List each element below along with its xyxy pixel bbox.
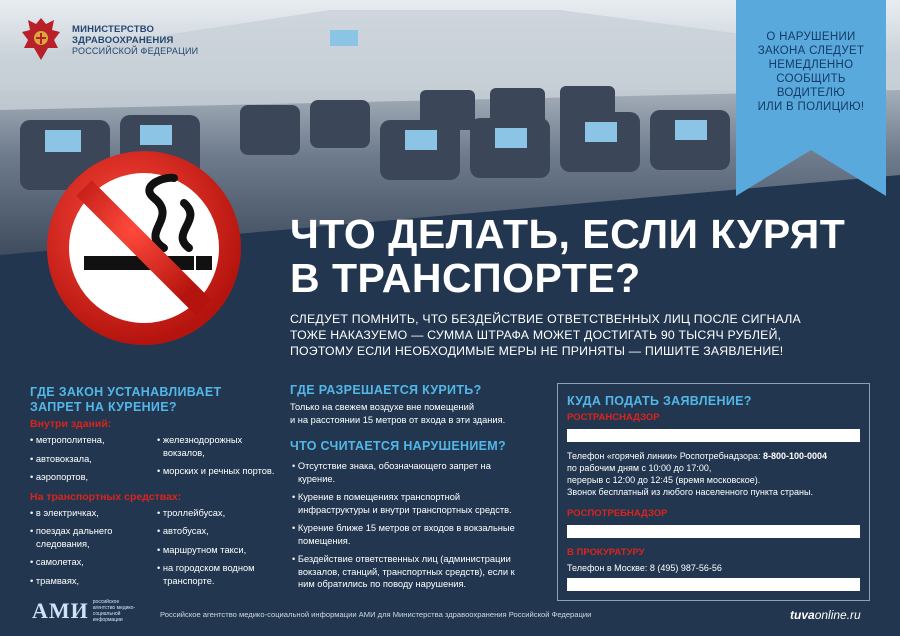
footer-credit: Российское агентство медико-социальной информации АМИ для Министерства здравоохранения Российской Федерации bbox=[160, 610, 592, 619]
list-item: • в электричках, bbox=[30, 507, 145, 520]
list-item: • Бездействие ответственных лиц (администрации вокзалов, станций, транспортных средств), если к ним обратились по поводу нарушения. bbox=[290, 553, 530, 591]
complaint-title: КУДА ПОДАТЬ ЗАЯВЛЕНИЕ? bbox=[567, 394, 752, 408]
violations-list bbox=[290, 460, 530, 591]
transport-list-left bbox=[30, 507, 145, 594]
eagle-emblem-icon bbox=[18, 14, 64, 66]
section-title: ЗАПРЕТ НА КУРЕНИЕ? bbox=[30, 400, 177, 414]
buildings-list-right bbox=[157, 434, 275, 490]
ministry-logo bbox=[18, 14, 198, 66]
allowed-title: ГДЕ РАЗРЕШАЕТСЯ КУРИТЬ? bbox=[290, 383, 482, 397]
hotline-text bbox=[567, 450, 860, 462]
list-item: • Курение ближе 15 метров от входов в вокзальные помещения. bbox=[290, 522, 530, 547]
list-item: • автовокзала, bbox=[30, 453, 145, 466]
buildings-list-left bbox=[30, 434, 145, 490]
section-title: ГДЕ ЗАКОН УСТАНАВЛИВАЕТ bbox=[30, 385, 222, 399]
hotline-free: Звонок бесплатный из любого населенного пункта страны. bbox=[567, 487, 813, 497]
list-item: • аэропортов, bbox=[30, 471, 145, 484]
list-item: • железнодорожных вокзалов, bbox=[157, 434, 275, 459]
where-banned-section bbox=[30, 385, 280, 593]
rostransnadzor-label: РОСТРАНСНАДЗОР bbox=[567, 412, 660, 423]
title-line-1: ЧТО ДЕЛАТЬ, ЕСЛИ КУРЯТ bbox=[290, 211, 846, 257]
ami-logo bbox=[32, 598, 141, 624]
ribbon-line: НЕМЕДЛЕННО bbox=[768, 59, 854, 71]
subheading bbox=[290, 311, 870, 359]
list-item: • автобусах, bbox=[157, 525, 275, 538]
ministry-line-3: РОССИЙСКОЙ ФЕДЕРАЦИИ bbox=[72, 45, 199, 56]
subhead-line: ТОЖЕ НАКАЗУЕМО — СУММА ШТРАФА МОЖЕТ ДОСТИГАТЬ 90 ТЫСЯЧ РУБЛЕЙ, bbox=[290, 328, 782, 342]
inside-buildings-label: Внутри зданий: bbox=[30, 418, 112, 430]
site-rest: online.ru bbox=[814, 608, 861, 622]
transport-label: На транспортных средствах: bbox=[30, 490, 182, 503]
site-bold: tuva bbox=[790, 608, 815, 622]
no-smoking-icon bbox=[44, 148, 244, 348]
list-item: • маршрутном такси, bbox=[157, 544, 275, 557]
title-line-2: В ТРАНСПОРТЕ? bbox=[290, 255, 641, 301]
rospotrebnadzor-label: РОСПОТРЕБНАДЗОР bbox=[567, 508, 668, 519]
ami-logo-subtitle: российское агентство медико-социальной информации bbox=[92, 599, 136, 623]
ministry-line-1: МИНИСТЕРСТВО bbox=[72, 23, 155, 35]
subhead-line: ПОЭТОМУ ЕСЛИ НЕОБХОДИМЫЕ МЕРЫ НЕ ПРИНЯТЫ — ПИШИТЕ ЗАЯВЛЕНИЕ! bbox=[290, 344, 784, 358]
rostransnadzor-field bbox=[567, 429, 860, 442]
list-item: • трамваях, bbox=[30, 575, 145, 588]
ribbon-line: О НАРУШЕНИИ bbox=[766, 31, 856, 43]
list-item: • Отсутствие знака, обозначающего запрет на курение. bbox=[290, 460, 530, 485]
transport-list-right bbox=[157, 507, 275, 594]
rospotrebnadzor-field bbox=[567, 525, 860, 538]
list-item: • троллейбусах, bbox=[157, 507, 275, 520]
ami-logo-text: АМИ bbox=[32, 598, 89, 623]
subhead-line: СЛЕДУЕТ ПОМНИТЬ, ЧТО БЕЗДЕЙСТВИЕ ОТВЕТСТВЕННЫХ ЛИЦ ПОСЛЕ СИГНАЛА bbox=[290, 312, 801, 326]
rules-section bbox=[290, 383, 530, 597]
ribbon-line: СООБЩИТЬ bbox=[776, 73, 846, 85]
ribbon-line: ВОДИТЕЛЮ bbox=[776, 87, 846, 99]
list-item: • поездах дальнего следования, bbox=[30, 525, 145, 550]
ministry-line-2: ЗДРАВООХРАНЕНИЯ bbox=[72, 34, 174, 46]
hotline-number: 8-800-100-0004 bbox=[763, 451, 828, 461]
hotline-prefix: Телефон «горячей линии» Роспотребнадзора: bbox=[567, 451, 763, 461]
prosecutor-phone: Телефон в Москве: 8 (495) 987-56-56 bbox=[567, 563, 722, 573]
list-item: • самолетах, bbox=[30, 556, 145, 569]
ribbon-text bbox=[742, 30, 880, 114]
allowed-text-2: и на расстоянии 15 метров от входа в эти здания. bbox=[290, 414, 506, 425]
list-item: • на городском водном транспорте. bbox=[157, 562, 275, 587]
prosecutor-label: В ПРОКУРАТУРУ bbox=[567, 547, 645, 558]
complaint-box bbox=[557, 383, 870, 601]
ribbon-line: ИЛИ В ПОЛИЦИЮ! bbox=[757, 101, 865, 113]
list-item: • морских и речных портов. bbox=[157, 465, 275, 478]
hotline-hours: по рабочим дням с 10:00 до 17:00, bbox=[567, 463, 712, 473]
list-item: • метрополитена, bbox=[30, 434, 145, 447]
list-item: • Курение в помещениях транспортной инфраструктуры и внутри транспортных средств. bbox=[290, 491, 530, 516]
hotline-break: перерыв с 12:00 до 12:45 (время московское). bbox=[567, 475, 761, 485]
ribbon-line: ЗАКОНА СЛЕДУЕТ bbox=[757, 45, 865, 57]
allowed-text-1: Только на свежем воздухе вне помещений bbox=[290, 402, 475, 412]
site-watermark bbox=[790, 608, 861, 622]
page-title bbox=[290, 212, 870, 300]
violation-title: ЧТО СЧИТАЕТСЯ НАРУШЕНИЕМ? bbox=[290, 439, 506, 453]
prosecutor-field bbox=[567, 578, 860, 591]
